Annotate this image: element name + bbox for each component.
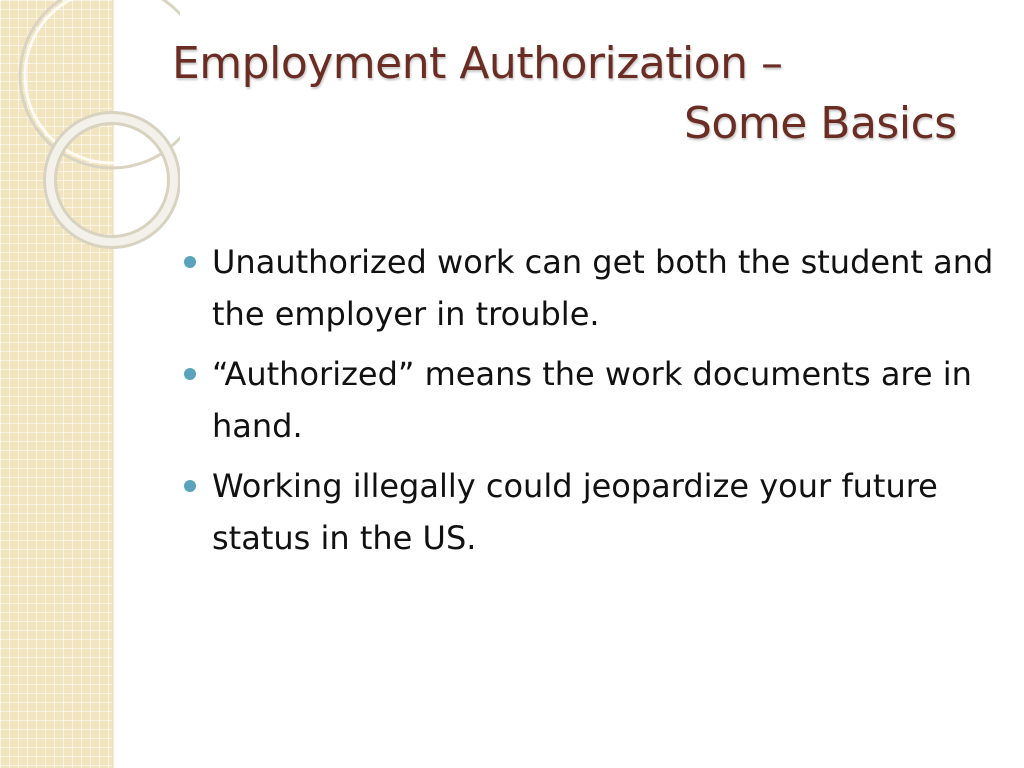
bullet-list (182, 236, 1002, 572)
bullet-item-1 (182, 236, 1002, 340)
bullet-dot-icon (184, 368, 196, 380)
bullet-item-2 (182, 348, 1002, 452)
slide-title (172, 34, 972, 154)
bullet-dot-icon (184, 480, 196, 492)
bullet-text-2: “Authorized” means the work documents are in hand. (212, 355, 972, 445)
title-line-2: Some Basics (684, 98, 957, 149)
bullet-text-3: Working illegally could jeopardize your future status in the US. (212, 467, 938, 557)
bullet-dot-icon (184, 256, 196, 268)
title-line-1: Employment Authorization – (172, 38, 783, 89)
bullet-item-3 (182, 460, 1002, 564)
ring-decoration-icon (0, 0, 180, 260)
bullet-text-1: Unauthorized work can get both the student and the employer in trouble. (212, 243, 994, 333)
